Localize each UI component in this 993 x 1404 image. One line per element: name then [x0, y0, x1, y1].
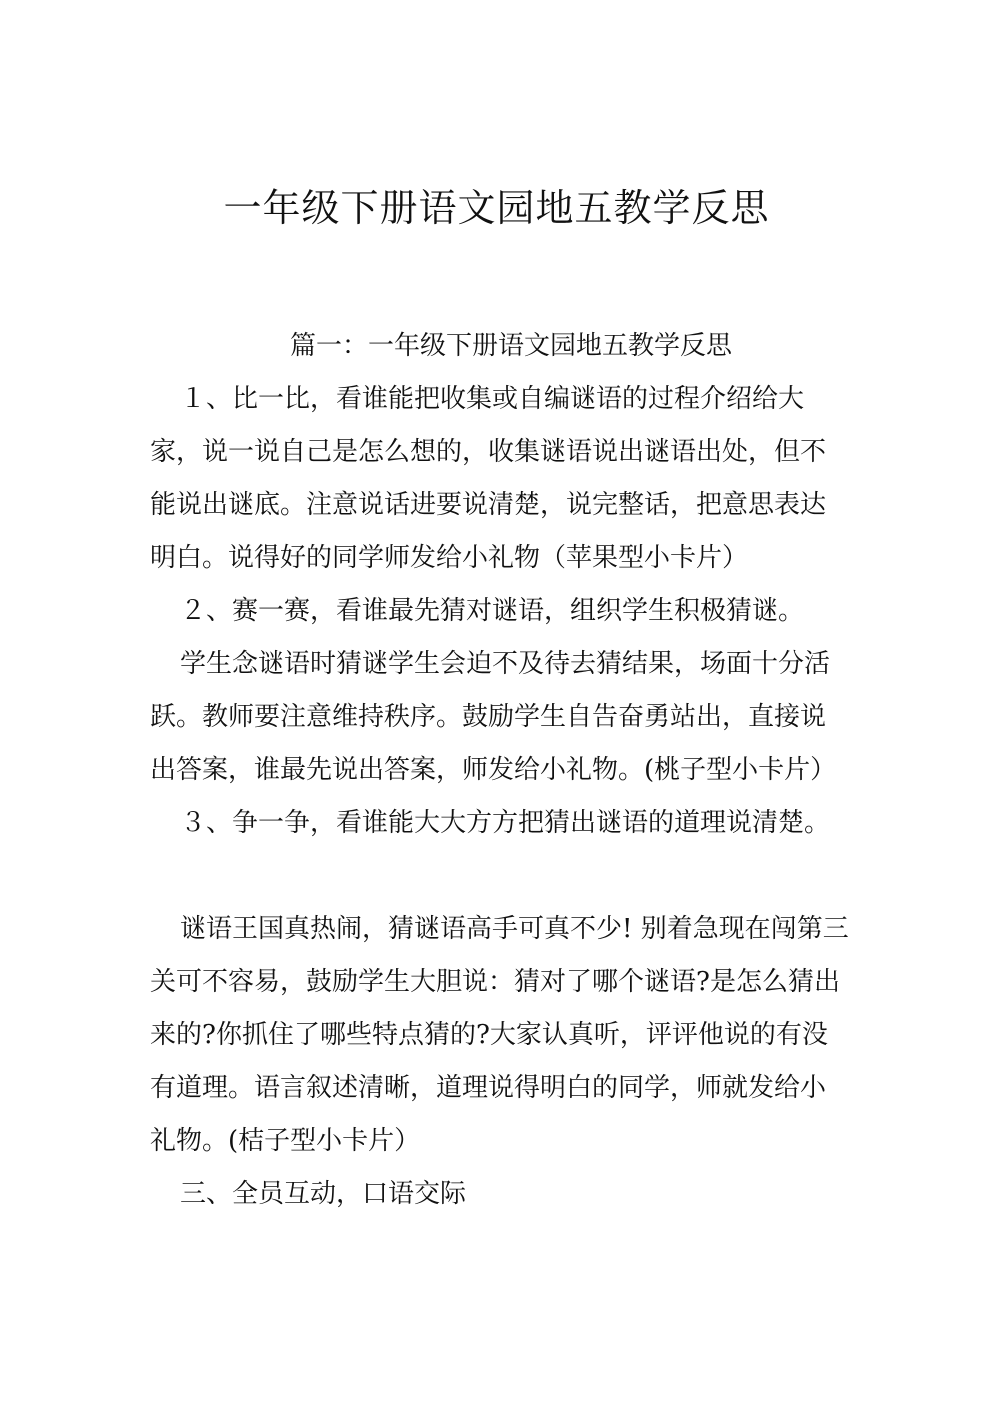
- section-heading: 篇一：一年级下册语文园地五教学反思: [290, 331, 733, 361]
- document-body: [150, 320, 850, 1221]
- document-title: 一年级下册语文园地五教学反思: [223, 186, 770, 230]
- section-heading-interaction: 三、全员互动，口语交际: [180, 1179, 467, 1209]
- paragraph-item-2-detail: 学生念谜语时猜谜学生会迫不及待去猜结果，场面十分活跃。教师要注意维持秩序。鼓励学生自告奋勇站出，直接说出答案，谁最先说出答案，师发给小礼物。(桃子型小卡片）: [150, 649, 837, 785]
- paragraph-item-3: ３、争一争，看谁能大大方方把猜出谜语的道理说清楚。: [180, 808, 831, 838]
- paragraph-gap: [150, 850, 850, 903]
- paragraph-item-3-detail: 谜语王国真热闹，猜谜语高手可真不少! 别着急现在闯第三关可不容易，鼓励学生大胆说：猜对了哪个谜语?是怎么猜出来的?你抓住了哪些特点猜的?大家认真听，评评他说的有没有道理。语言叙述清晰，道理说得明白的同学，师就发给小礼物。(桔子型小卡片）: [150, 914, 849, 1156]
- paragraph-item-1: １、比一比，看谁能把收集或自编谜语的过程介绍给大家，说一说自己是怎么想的，收集谜语说出谜语出处，但不能说出谜底。注意说话进要说清楚，说完整话，把意思表达明白。说得好的同学师发给小礼物（苹果型小卡片）: [150, 384, 827, 573]
- paragraph-item-2: ２、赛一赛，看谁最先猜对谜语，组织学生积极猜谜。: [180, 596, 805, 626]
